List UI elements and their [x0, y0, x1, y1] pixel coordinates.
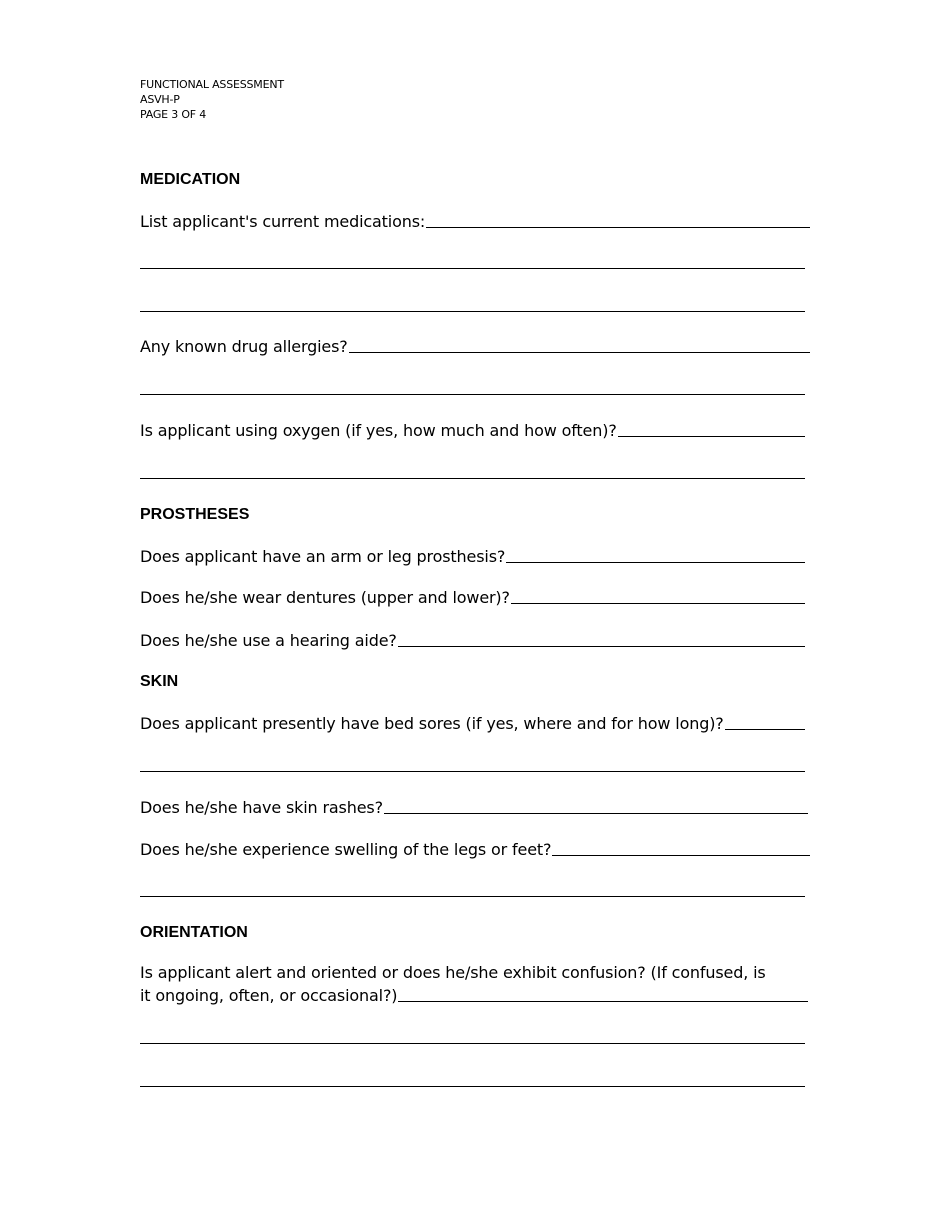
orientation-answer-line[interactable] — [398, 1001, 808, 1002]
orientation-question-line-1: Is applicant alert and oriented or does he/she exhibit confusion? (If confused, is — [140, 963, 766, 982]
skin-rashes-label: Does he/she have skin rashes? — [140, 798, 383, 817]
allergies-answer-line[interactable] — [349, 352, 810, 353]
section-title-orientation: ORIENTATION — [140, 924, 248, 941]
oxygen-label: Is applicant using oxygen (if yes, how much and how often)? — [140, 421, 617, 440]
dentures-question — [140, 586, 805, 608]
swelling-question — [140, 838, 810, 860]
limb-prosthesis-label: Does applicant have an arm or leg prosthesis? — [140, 547, 506, 566]
medications-answer-line[interactable] — [426, 227, 810, 228]
limb-prosthesis-question — [140, 545, 805, 567]
section-title-skin: SKIN — [140, 673, 179, 690]
bed-sores-question — [140, 712, 805, 734]
swelling-label: Does he/she experience swelling of the legs or feet? — [140, 840, 552, 859]
bed-sores-label: Does applicant presently have bed sores (if yes, where and for how long)? — [140, 714, 724, 733]
medications-question — [140, 210, 810, 232]
allergies-label: Any known drug allergies? — [140, 337, 348, 356]
bed-sores-answer-line-2[interactable] — [140, 771, 805, 772]
oxygen-question — [140, 419, 805, 441]
form-code: ASVH-P — [140, 93, 180, 106]
section-title-prostheses: PROSTHESES — [140, 506, 250, 523]
medications-answer-line-3[interactable] — [140, 311, 805, 312]
hearing-aide-question — [140, 629, 805, 651]
swelling-answer-line[interactable] — [552, 855, 810, 856]
bed-sores-answer-line[interactable] — [725, 729, 805, 730]
orientation-answer-line-3[interactable] — [140, 1086, 805, 1087]
form-title: FUNCTIONAL ASSESSMENT — [140, 78, 284, 91]
orientation-label-line-2: it ongoing, often, or occasional?) — [140, 986, 398, 1005]
dentures-answer-line[interactable] — [511, 603, 805, 604]
dentures-label: Does he/she wear dentures (upper and lower)? — [140, 588, 510, 607]
swelling-answer-line-2[interactable] — [140, 896, 805, 897]
orientation-answer-line-2[interactable] — [140, 1043, 805, 1044]
section-title-medication: MEDICATION — [140, 171, 241, 188]
medications-label: List applicant's current medications: — [140, 212, 426, 231]
limb-prosthesis-answer-line[interactable] — [506, 562, 805, 563]
allergies-answer-line-2[interactable] — [140, 394, 805, 395]
skin-rashes-question — [140, 796, 808, 818]
orientation-question — [140, 984, 808, 1006]
oxygen-answer-line[interactable] — [618, 436, 805, 437]
hearing-aide-label: Does he/she use a hearing aide? — [140, 631, 397, 650]
allergies-question — [140, 335, 810, 357]
hearing-aide-answer-line[interactable] — [398, 646, 805, 647]
skin-rashes-answer-line[interactable] — [384, 813, 808, 814]
page-number: PAGE 3 OF 4 — [140, 108, 207, 121]
oxygen-answer-line-2[interactable] — [140, 478, 805, 479]
medications-answer-line-2[interactable] — [140, 268, 805, 269]
